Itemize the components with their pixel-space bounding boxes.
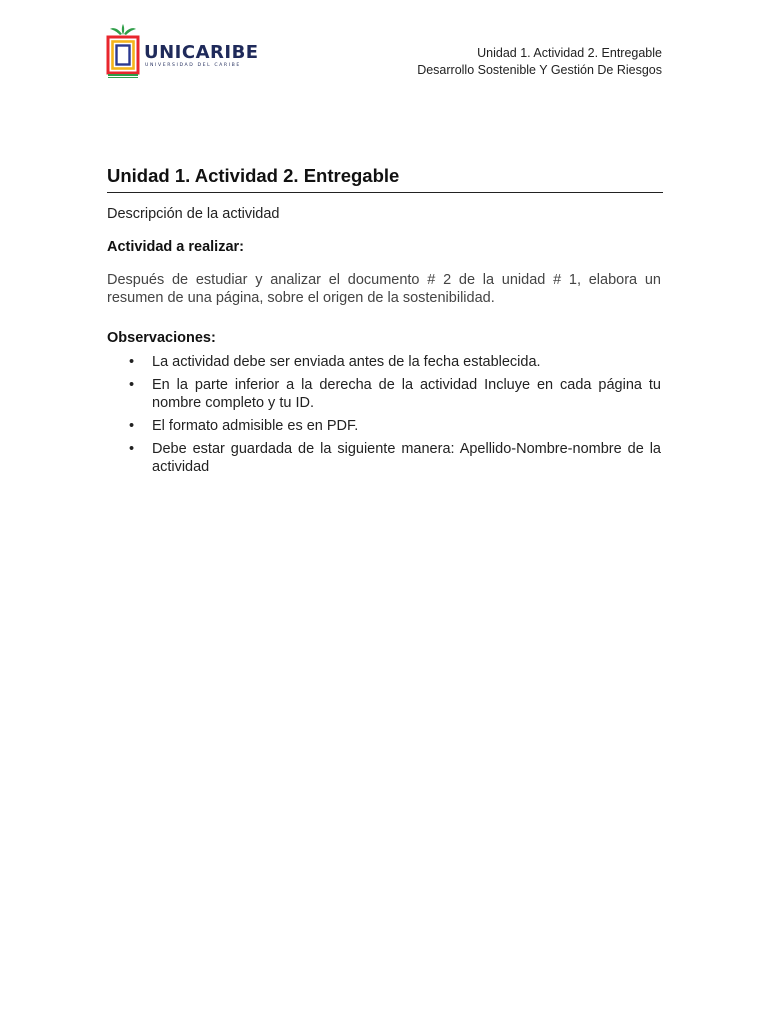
observation-text: El formato admisible es en PDF.	[152, 418, 359, 434]
activity-text: Después de estudiar y analizar el documento # 2 de la unidad # 1, elabora un resumen de una página, sobre el origen de la sostenibilidad.	[107, 272, 661, 306]
header-course: Desarrollo Sostenible Y Gestión De Riesgos	[417, 63, 662, 77]
logo-name: UNICARIBE	[144, 42, 259, 63]
list-item	[107, 353, 661, 371]
page-title: Unidad 1. Actividad 2. Entregable	[107, 165, 663, 193]
bullet-icon: •	[129, 354, 135, 370]
list-item	[107, 417, 661, 435]
observations-list	[107, 353, 661, 476]
logo-emblem-icon	[106, 24, 140, 78]
observations-heading: Observaciones:	[107, 330, 216, 346]
bullet-icon: •	[129, 441, 135, 457]
page-header	[106, 24, 662, 84]
logo-subtitle: UNIVERSIDAD DEL CARIBE	[145, 63, 241, 68]
document-body	[107, 205, 661, 481]
observation-text: La actividad debe ser enviada antes de la fecha establecida.	[152, 354, 541, 370]
activity-heading: Actividad a realizar:	[107, 239, 244, 255]
header-info	[417, 45, 662, 79]
activity-description: Descripción de la actividad	[107, 206, 280, 222]
observation-text: En la parte inferior a la derecha de la actividad Incluye en cada página tu nombre completo y tu ID.	[152, 377, 661, 411]
bullet-icon: •	[129, 418, 135, 434]
observation-text: Debe estar guardada de la siguiente manera: Apellido-Nombre-nombre de la actividad	[152, 441, 661, 475]
list-item	[107, 376, 661, 412]
list-item	[107, 440, 661, 476]
unicaribe-logo	[106, 24, 259, 80]
bullet-icon: •	[129, 377, 135, 393]
header-activity: Unidad 1. Actividad 2. Entregable	[477, 46, 662, 60]
